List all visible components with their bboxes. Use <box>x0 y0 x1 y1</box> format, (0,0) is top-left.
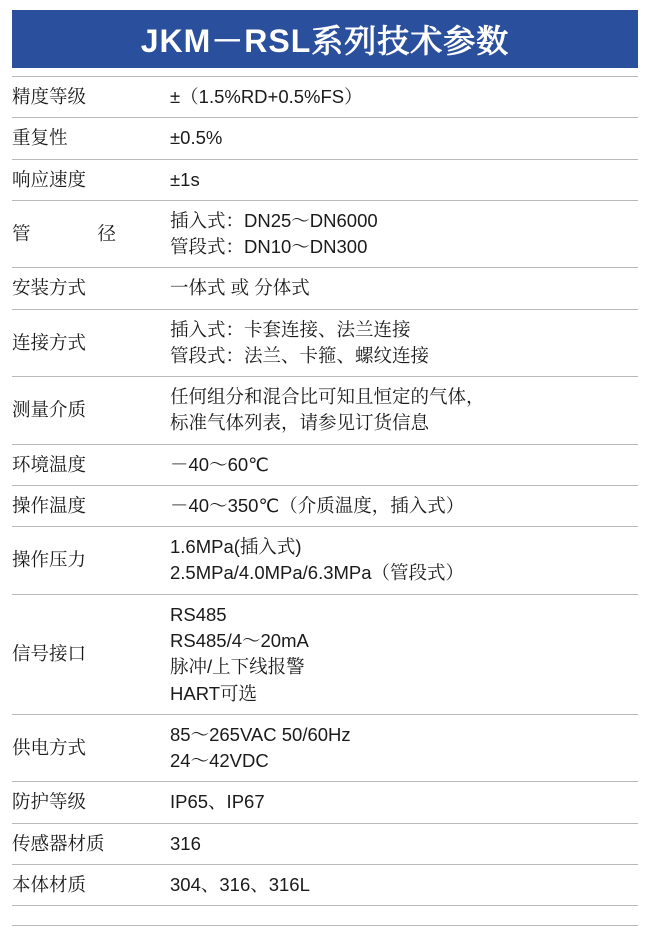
spec-label <box>12 444 170 485</box>
spec-label-text: 防护等级 <box>12 791 87 813</box>
spec-value <box>170 77 638 118</box>
spec-label-text: 本体材质 <box>12 873 87 895</box>
spec-label-text: 重复性 <box>12 127 68 149</box>
table-row <box>12 444 638 485</box>
spec-label <box>12 77 170 118</box>
spec-value <box>170 444 638 485</box>
spec-label-text: 操作温度 <box>12 494 87 516</box>
spec-label <box>12 864 170 905</box>
spec-label-text: 精度等级 <box>12 86 87 107</box>
table-row <box>12 159 638 200</box>
spec-label-text: 传感器材质 <box>12 832 105 854</box>
spec-label-text: 供电方式 <box>12 736 87 758</box>
spec-value <box>170 200 638 268</box>
spec-label-text: 操作压力 <box>12 549 87 571</box>
spec-label-text: 连接方式 <box>12 331 87 353</box>
spec-label <box>12 527 170 595</box>
table-row <box>12 309 638 377</box>
spec-value-line: ±（1.5%RD+0.5%FS） <box>170 86 363 107</box>
table-row <box>12 377 638 445</box>
table-row <box>12 714 638 782</box>
spec-value <box>170 714 638 782</box>
spec-label <box>12 159 170 200</box>
spec-value <box>170 118 638 159</box>
spec-label <box>12 309 170 377</box>
table-row <box>12 527 638 595</box>
bottom-divider <box>12 925 638 926</box>
spec-label <box>12 200 170 268</box>
table-row <box>12 118 638 159</box>
spec-value-line: RS485 <box>170 603 227 625</box>
spec-label-text: 安装方式 <box>12 277 87 299</box>
spec-label-text: 信号接口 <box>12 643 87 665</box>
spec-value-line: 管段式：法兰、卡箍、螺纹连接 <box>170 344 430 366</box>
spec-value <box>170 309 638 377</box>
spec-value-line: 85～265VAC 50/60Hz <box>170 723 351 745</box>
table-row <box>12 268 638 309</box>
spec-label <box>12 485 170 526</box>
spec-value-line: 标准气体列表，请参见订货信息 <box>170 412 430 434</box>
specification-table <box>12 76 638 906</box>
spec-value-line: 1.6MPa(插入式) <box>170 536 302 558</box>
spec-value-line: RS485/4～20mA <box>170 629 309 651</box>
spec-label-text: 响应速度 <box>12 168 87 190</box>
spec-value-line: 插入式：DN25～DN6000 <box>170 209 378 231</box>
spec-sheet <box>0 10 650 938</box>
spec-value <box>170 377 638 445</box>
spec-value <box>170 782 638 823</box>
table-row <box>12 823 638 864</box>
table-row <box>12 485 638 526</box>
spec-value-line: 管段式：DN10～DN300 <box>170 236 368 258</box>
spec-label-text: 管径 <box>12 222 116 244</box>
spec-value-line: 304、316、316L <box>170 873 310 895</box>
spec-value-line: 316 <box>170 832 201 854</box>
spec-label <box>12 823 170 864</box>
spec-value-line: 插入式：卡套连接、法兰连接 <box>170 318 411 340</box>
table-row <box>12 864 638 905</box>
spec-label-text: 测量介质 <box>12 399 87 421</box>
table-row <box>12 200 638 268</box>
spec-value-line: ±0.5% <box>170 127 223 149</box>
spec-value-line: 脉冲/上下线报警 <box>170 656 305 678</box>
spec-value <box>170 159 638 200</box>
spec-value <box>170 864 638 905</box>
spec-value-line: 2.5MPa/4.0MPa/6.3MPa（管段式） <box>170 562 465 584</box>
spec-value-line: －40～350℃（介质温度，插入式） <box>170 494 465 516</box>
page-title: JKM－RSL系列技术参数 <box>140 23 510 59</box>
spec-value <box>170 823 638 864</box>
spec-value-line: 一体式 或 分体式 <box>170 277 310 299</box>
spec-value-line: IP65、IP67 <box>170 791 265 813</box>
spec-label <box>12 782 170 823</box>
title-bar <box>12 10 638 68</box>
spec-label <box>12 268 170 309</box>
table-row <box>12 782 638 823</box>
spec-value-line: 任何组分和混合比可知且恒定的气体， <box>170 386 485 408</box>
spec-value <box>170 485 638 526</box>
table-row <box>12 77 638 118</box>
spec-value-line: HART可选 <box>170 682 258 704</box>
table-row <box>12 594 638 714</box>
spec-label <box>12 714 170 782</box>
spec-value <box>170 594 638 714</box>
spec-value-line: －40～60℃ <box>170 453 269 475</box>
spec-label-text: 环境温度 <box>12 453 87 475</box>
spec-label <box>12 594 170 714</box>
spec-label <box>12 118 170 159</box>
spec-value-line: 24～42VDC <box>170 750 269 772</box>
specification-table-body <box>12 77 638 906</box>
spec-label <box>12 377 170 445</box>
spec-value <box>170 268 638 309</box>
spec-value <box>170 527 638 595</box>
spec-value-line: ±1s <box>170 168 200 190</box>
